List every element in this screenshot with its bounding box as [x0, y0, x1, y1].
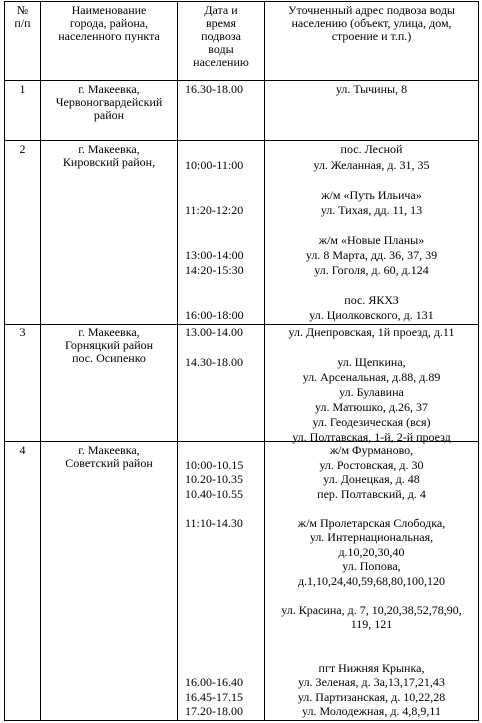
row-divider-1	[4, 140, 479, 141]
row-2-name: г. Макеевка, Кировский район,	[62, 142, 156, 169]
header-name: Наименование города, района, населенного пункта	[58, 3, 160, 43]
row-1-name: г. Макеевка, Червоногвардейский район	[55, 82, 163, 122]
table-border-right	[478, 1, 479, 721]
row-1-address: ул. Тычины, 8	[335, 82, 408, 96]
header-address: Уточненный адрес подвоза воды населению (объект, улица, дом, строение и т.п.)	[287, 3, 455, 43]
row-4-times: 10:00-10.15 10.20-10.35 10.40-10.55 11:10-14.30 16.00-16.40 16.45-17.15 17.20-18.00	[185, 457, 244, 718]
row-4-name: г. Макеевка, Советский район	[65, 443, 153, 470]
row-1-num: 1	[19, 82, 26, 96]
row-1-time: 16.30-18.00	[185, 82, 243, 96]
row-4-addresses: ж/м Фурманово, ул. Ростовская, д. 30 ул. Донецкая, д. 48 пер. Полтавский, д. 4 ж/м Пролетарская Слободка, ул. Интернациональная, д.10,20,30,40 ул. Попова, д.1,10,24,40,59,68,80,100,120 ул. Красина, д. 7, 10,20,38,52,78,90, 119, 121 пгт Нижняя Крынка, ул. Зеленая, д. 3а,13,17,21,43 ул. Партизанская, д. 10,22,28 ул. Молодежная, д. 4,8,9,11	[281, 443, 462, 718]
header-time: Дата и время подвоза воды населению	[193, 3, 249, 69]
row-divider-header	[4, 80, 479, 81]
table-border-top	[4, 1, 479, 2]
table-divider-name	[177, 1, 178, 721]
header-num: № п/п	[14, 3, 31, 30]
row-3-num: 3	[19, 325, 26, 339]
row-4-num: 4	[19, 443, 26, 457]
row-3-name: г. Макеевка, Горняцкий район пос. Осипенко	[64, 325, 154, 365]
water-delivery-table	[4, 1, 479, 721]
row-3-addresses: ул. Днепровская, 1й проезд, д.11 ул. Щепкина, ул. Арсенальная, д.88, д.89 ул. Булавина ул. Матюшко, д.26, 37 ул. Геодезическая (вся) ул. Полтавская, 1-й, 2-й проезд	[288, 325, 455, 444]
row-2-addresses: пос. Лесной ул. Желанная, д. 31, 35 ж/м «Путь Ильича» ул. Тихая, дд. 11, 13 ж/м «Новые Планы» ул. 8 Марта, дд. 36, 37, 39 ул. Гоголя, д. 60, д.124 пос. ЯКХЗ ул. Циолковского, д. 131	[305, 142, 438, 322]
row-3-times: 13.00-14.00 14.30-18.00	[185, 325, 243, 369]
table-border-bottom	[4, 720, 479, 721]
row-2-times: 10:00-11:00 11:20-12:20 13:00-14:00 14:20-15:30 16:00-18:00	[185, 158, 244, 322]
table-border-left	[4, 1, 5, 721]
row-2-num: 2	[19, 142, 26, 156]
